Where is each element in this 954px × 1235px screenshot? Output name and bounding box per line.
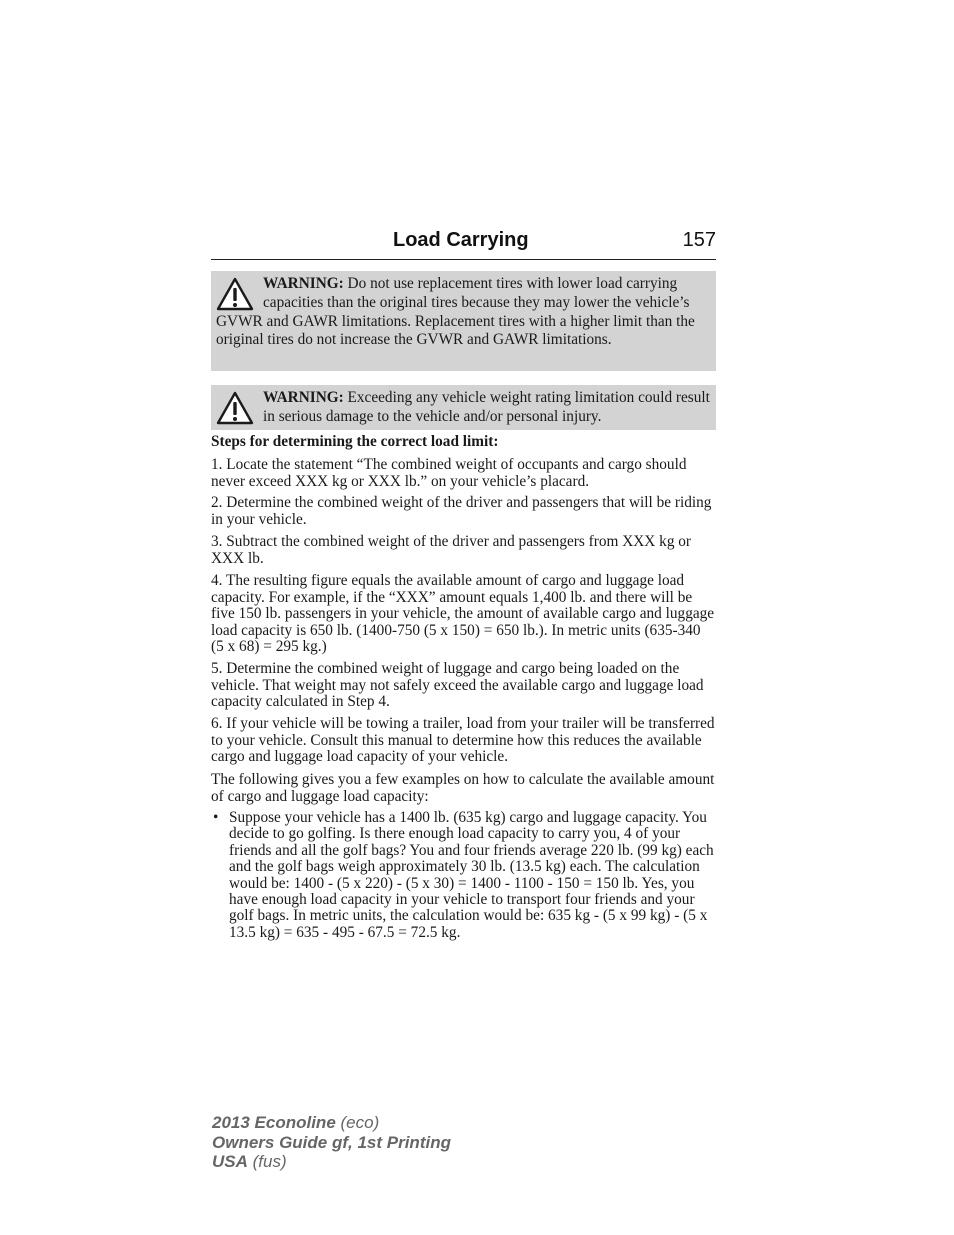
- page-number: 157: [682, 229, 716, 251]
- bullet-text: Suppose your vehicle has a 1400 lb. (635 kg) cargo and luggage capacity. You decide to go golfing. Is there enough load capacity to carry you, 4 of your friends and all the golf bags? You and four friends average 220 lb. (99 kg) each and the golf bags weigh approximately 30 lb. (13.5 kg) each. The calculation would be: 1400 - (5 x 220) - (5 x 30) = 1400 - 1100 - 150 = 150 lb. Yes, you have enough load capacity in your vehicle to transport four friends and your golf bags. In metric units, the calculation would be: 635 kg - (5 x 99 kg) - (5 x 13.5 kg) = 635 - 495 - 67.5 = 72.5 kg.: [229, 809, 714, 941]
- step-4: 4. The resulting figure equals the available amount of cargo and luggage load capacity. For example, if the “XXX” amount equals 1,400 lb. and there will be five 150 lb. passengers in your vehicle, the amount of available cargo and luggage load capacity is 650 lb. (1400-750 (5 x 150) = 650 lb.). In metric units (635-340 (5 x 68) = 295 kg.): [211, 572, 715, 655]
- step-1: 1. Locate the statement “The combined weight of occupants and cargo should never exceed XXX kg or XXX lb.” on your vehicle’s placard.: [211, 456, 687, 490]
- warning-triangle-icon: [216, 277, 254, 311]
- warning-text: Exceeding any vehicle weight rating limitation could result in serious damage to the vehicle and/or personal injury.: [263, 389, 710, 425]
- warning-label: WARNING:: [263, 275, 344, 292]
- warning-triangle-icon: [216, 391, 254, 425]
- examples-intro: The following gives you a few examples on how to calculate the available amount of cargo and luggage load capacity:: [211, 771, 715, 805]
- footer-line-2: Owners Guide gf, 1st Printing: [212, 1132, 451, 1152]
- warning-box-weight-rating: [211, 385, 716, 430]
- step-5: 5. Determine the combined weight of luggage and cargo being loaded on the vehicle. That weight may not safely exceed the available cargo and luggage load capacity calculated in Step 4.: [211, 660, 704, 710]
- footer-line-3: USA (fus): [212, 1152, 287, 1171]
- warning-label: WARNING:: [263, 389, 344, 406]
- step-2: 2. Determine the combined weight of the driver and passengers that will be riding in your vehicle.: [211, 494, 712, 528]
- section-title: Load Carrying: [393, 229, 529, 251]
- warning-text: Do not use replacement tires with lower load carrying capacities than the original tires because they may lower the vehicle’s GVWR and GAWR limitations. Replacement tires with a higher limit than the original tires do not increase the GVWR and GAWR limitations.: [216, 275, 695, 349]
- step-3: 3. Subtract the combined weight of the driver and passengers from XXX kg or XXX lb.: [211, 533, 692, 567]
- page-footer: [212, 1113, 451, 1172]
- steps-heading: Steps for determining the correct load limit:: [211, 433, 499, 450]
- footer-line-1: 2013 Econoline (eco): [212, 1113, 380, 1132]
- warning-box-tires: [211, 271, 716, 371]
- step-6: 6. If your vehicle will be towing a trailer, load from your trailer will be transferred to your vehicle. Consult this manual to determine how this reduces the available cargo and luggage load capacity of your vehicle.: [211, 715, 715, 765]
- bullet-marker: •: [213, 809, 219, 826]
- page-header: [211, 229, 716, 260]
